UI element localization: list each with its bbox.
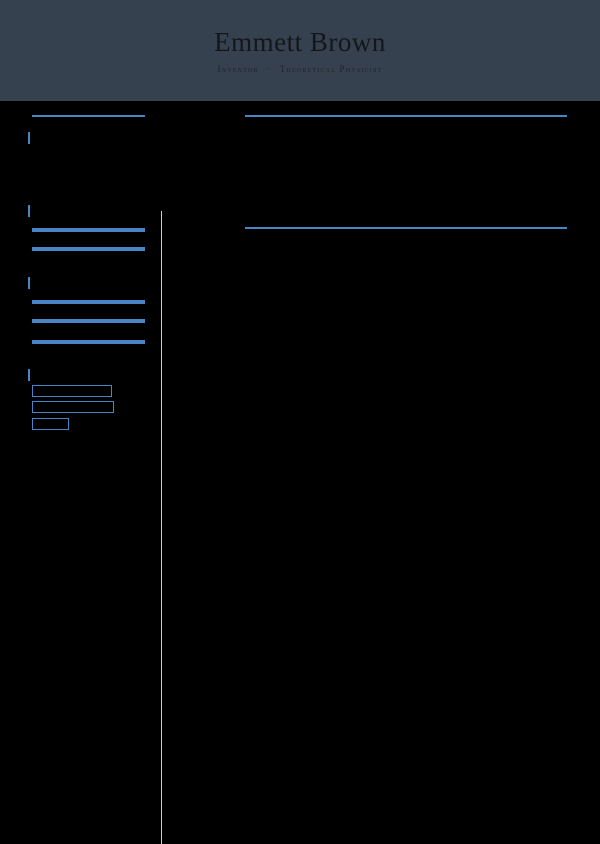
sidebar-section-3-tick: [28, 277, 30, 289]
sidebar-section-3-line-3: [32, 340, 145, 344]
sidebar-chip-3[interactable]: [32, 418, 69, 430]
sidebar-chip-2[interactable]: [32, 401, 114, 413]
sidebar-section-3-line-1: [32, 300, 145, 304]
header-subtitle-separator: ·: [267, 64, 272, 74]
document-header: [0, 0, 600, 101]
main-rule-2: [245, 227, 567, 229]
header-subtitle-right: Theoretical Physicist: [279, 64, 383, 74]
sidebar-section-2-tick: [28, 205, 30, 217]
document-body: [0, 101, 600, 776]
sidebar-section-2-line-2: [32, 247, 145, 251]
sidebar-section-1-tick: [28, 132, 30, 144]
page-title: Emmett Brown: [214, 27, 386, 57]
sidebar-top-rule: [32, 115, 145, 117]
main-rule-1: [245, 115, 567, 117]
header-subtitle-left: Inventor: [217, 64, 259, 74]
sidebar-chip-1[interactable]: [32, 385, 112, 397]
sidebar-section-3-line-2: [32, 319, 145, 323]
sidebar-section-4-tick: [28, 369, 30, 381]
sidebar-section-2-line-1: [32, 228, 145, 232]
column-divider: [161, 211, 162, 844]
header-subtitle: [218, 64, 383, 75]
